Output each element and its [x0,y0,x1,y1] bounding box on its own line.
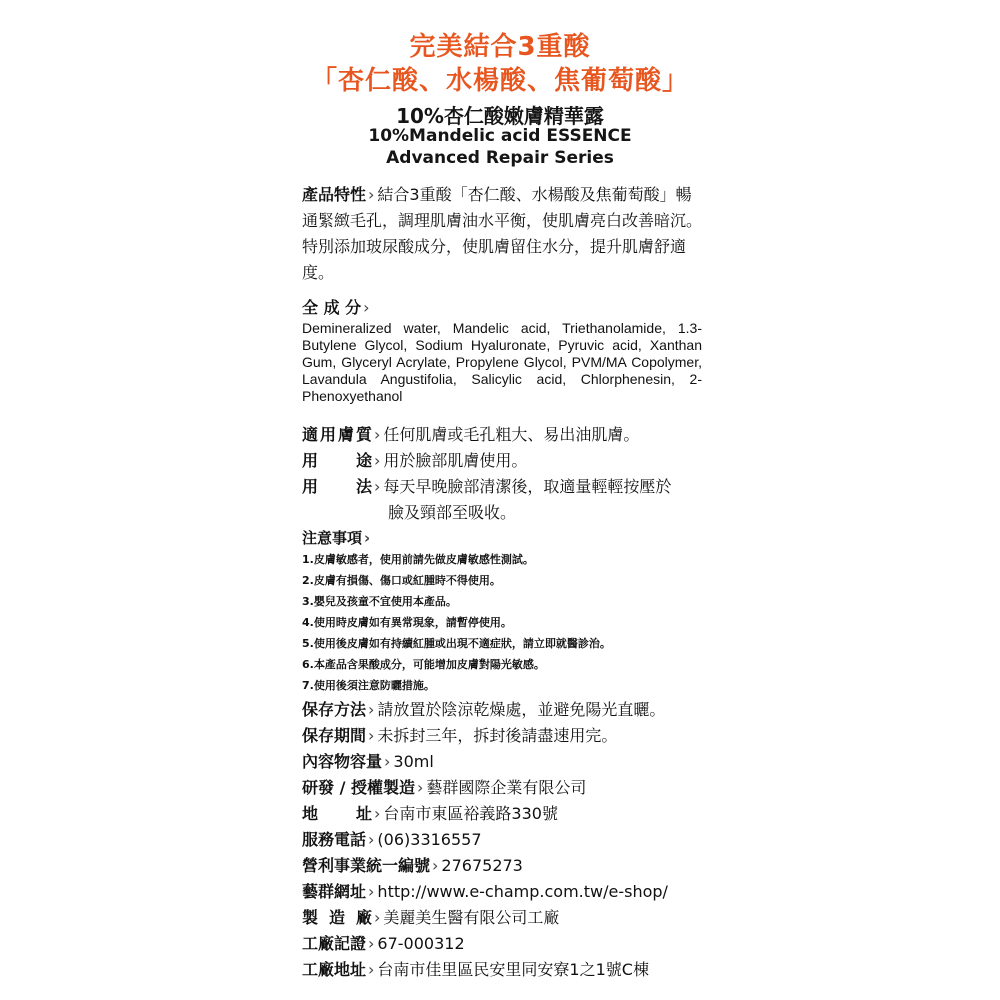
method-row [302,474,702,500]
separator-icon: › [374,908,381,927]
notes-section [302,527,702,696]
website-row [302,879,742,905]
tax-id-label: 營利事業統一編號 [302,856,431,875]
factory-row [302,905,742,931]
shelf-label: 保存期間 [302,726,367,745]
features-text: 結合3重酸「杏仁酸、水楊酸及焦葡萄酸」暢通緊緻毛孔，調理肌膚油水平衡，使肌膚亮白改善暗沉。特別添加玻尿酸成分，使肌膚留住水分，提升肌膚舒適度。 [302,185,703,282]
address-text: 台南市東區裕義路330號 [383,804,558,823]
separator-icon: › [374,425,381,444]
separator-icon: › [368,185,375,204]
ingredients-text: Demineralized water, Mandelic acid, Triethanolamide, 1.3-Butylene Glycol, Sodium Hyaluronate, Pyruvic acid, Xanthan Gum, Glyceryl Acrylate, Propylene Glycol, PVM/MA Copolymer, Lavandula Angustifolia, Salicylic acid, Chlorphenesin, 2-Phenoxyethanol [302,320,702,404]
note-item-1: 1.皮膚敏感者，使用前請先做皮膚敏感性測試。 [302,553,534,566]
address-label: 地 址 [302,804,372,823]
separator-icon: › [368,830,375,849]
factory-address-row [302,957,742,983]
shelf-row [302,723,742,749]
notes-heading [302,527,702,549]
shelf-text: 未拆封三年，拆封後請盡速用完。 [377,726,618,745]
usage-section [302,422,702,526]
volume-label: 內容物容量 [302,752,383,771]
tax-id-row [302,853,742,879]
ingredients-section [302,296,702,405]
separator-icon: › [417,778,424,797]
phone-text: (06)3316557 [377,830,482,849]
address-row [302,801,742,827]
headline-line-2: 「杏仁酸、水楊酸、焦葡萄酸」 [310,66,689,96]
maker-text: 藝群國際企業有限公司 [426,778,587,797]
skin-type-label: 適用膚質 [302,425,372,444]
storage-row [302,697,742,723]
separator-icon: › [432,856,439,875]
headline-line-1: 完美結合3重酸 [409,32,591,62]
separator-icon: › [368,726,375,745]
volume-text: 30ml [393,752,434,771]
separator-icon: › [374,451,381,470]
registration-row [302,931,742,957]
note-item-4: 4.使用時皮膚如有異常現象，請暫停使用。 [302,616,512,629]
product-name-en: 10%Mandelic acid ESSENCE [368,126,632,146]
factory-address-label: 工廠地址 [302,960,367,979]
volume-row [302,749,742,775]
separator-icon: › [368,700,375,719]
purpose-text: 用於臉部肌膚使用。 [383,451,528,470]
notes-label: 注意事項 [302,529,363,547]
separator-icon: › [374,804,381,823]
skin-type-text: 任何肌膚或毛孔粗大、易出油肌膚。 [383,425,640,444]
maker-label: 研發 / 授權製造 [302,778,415,797]
separator-icon: › [384,752,391,771]
ingredients-label: 全 成 分 [302,298,362,317]
factory-text: 美麗美生醫有限公司工廠 [383,908,560,927]
method-text-line-2: 臉及頸部至吸收。 [388,503,517,522]
registration-label: 工廠記證 [302,934,367,953]
storage-label: 保存方法 [302,700,367,719]
note-item-2: 2.皮膚有損傷、傷口或紅腫時不得使用。 [302,574,501,587]
method-label: 用 法 [302,477,372,496]
tax-id-text: 27675273 [441,856,523,875]
separator-icon: › [368,960,375,979]
phone-row [302,827,742,853]
separator-icon: › [374,477,381,496]
product-name-zh: 10%杏仁酸嫩膚精華露 [396,104,604,128]
method-text-line-1: 每天早晚臉部清潔後，取適量輕輕按壓於 [383,477,672,496]
features-section [302,182,702,286]
note-item-3: 3.嬰兒及孩童不宜使用本產品。 [302,595,457,608]
factory-label: 製 造 廠 [302,908,372,927]
purpose-label: 用 途 [302,451,372,470]
website-label: 藝群網址 [302,882,367,901]
skin-type-row [302,422,702,448]
info-section [302,697,742,983]
separator-icon: › [364,529,371,547]
note-item-7: 7.使用後須注意防曬措施。 [302,679,435,692]
storage-text: 請放置於陰涼乾燥處，並避免陽光直曬。 [377,700,666,719]
purpose-row [302,448,702,474]
separator-icon: › [368,882,375,901]
note-item-6: 6.本產品含果酸成分，可能增加皮膚對陽光敏感。 [302,658,545,671]
features-label: 產品特性 [302,185,367,204]
note-item-5: 5.使用後皮膚如有持續紅腫或出現不適症狀，請立即就醫診治。 [302,637,611,650]
factory-address-text: 台南市佳里區民安里同安寮1之1號C棟 [377,960,649,979]
separator-icon: › [363,298,370,317]
features-paragraph [302,182,702,286]
website-text: http://www.e-champ.com.tw/e-shop/ [377,882,668,901]
separator-icon: › [368,934,375,953]
registration-text: 67-000312 [377,934,465,953]
phone-label: 服務電話 [302,830,367,849]
maker-row [302,775,742,801]
product-series: Advanced Repair Series [386,148,614,168]
